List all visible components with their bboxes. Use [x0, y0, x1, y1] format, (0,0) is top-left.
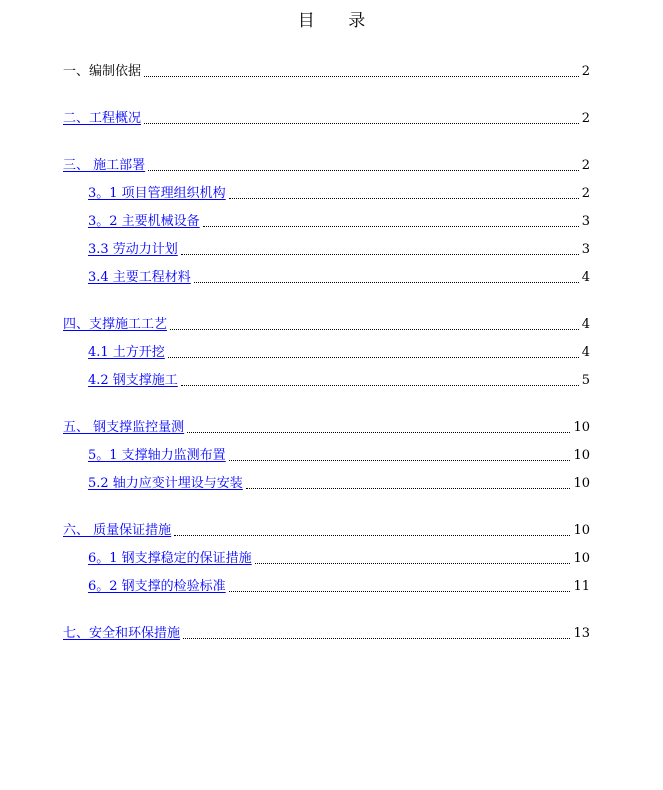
- toc-page-number: 10: [573, 448, 590, 463]
- toc-entry-6[interactable]: [63, 519, 590, 539]
- toc-page-number: 2: [581, 186, 590, 201]
- dot-leader: [168, 357, 579, 358]
- dot-leader: [181, 385, 579, 386]
- toc-page-number: 4: [581, 345, 590, 360]
- toc-entry-2[interactable]: [63, 107, 590, 127]
- toc-page-number: 4: [581, 270, 590, 285]
- page-title: 目 录: [297, 11, 380, 31]
- dot-leader: [170, 329, 579, 330]
- dot-leader: [229, 460, 571, 461]
- toc-page-number: 10: [573, 551, 590, 566]
- toc-entry-label[interactable]: 二、工程概况: [63, 111, 142, 126]
- toc-entry-label[interactable]: 一、编制依据: [63, 64, 142, 79]
- toc-entry-3-4[interactable]: [88, 266, 590, 286]
- dot-leader: [194, 282, 579, 283]
- toc-page-number: 2: [581, 64, 590, 79]
- toc-page-number: 2: [581, 111, 590, 126]
- dot-leader: [187, 432, 570, 433]
- toc-page-number: 10: [573, 523, 590, 538]
- toc-entry-label[interactable]: 4.1 土方开挖: [88, 345, 165, 360]
- toc-entry-4-2[interactable]: [88, 369, 590, 389]
- dot-leader: [255, 563, 571, 564]
- toc-entry-label[interactable]: 五、 钢支撑监控量测: [63, 420, 185, 435]
- toc-entry-3-3[interactable]: [88, 238, 590, 258]
- toc-entry-6-2[interactable]: [88, 575, 590, 595]
- toc-entry-3-1[interactable]: [88, 182, 590, 202]
- toc-page-number: 5: [581, 373, 590, 388]
- toc-entry-5-2[interactable]: [88, 472, 590, 492]
- dot-leader: [181, 254, 579, 255]
- toc-page-number: 2: [581, 158, 590, 173]
- dot-leader: [144, 76, 579, 77]
- toc-page-number: 10: [573, 420, 590, 435]
- dot-leader: [229, 591, 571, 592]
- toc-page-number: 13: [573, 626, 590, 641]
- toc-entry-label[interactable]: 5。1 支撑轴力监测布置: [88, 448, 226, 463]
- toc-entry-4[interactable]: [63, 313, 590, 333]
- toc-entry-label[interactable]: 四、支撑施工工艺: [63, 317, 168, 332]
- toc-entry-label[interactable]: 三、 施工部署: [63, 158, 146, 173]
- toc-entry-label[interactable]: 3。2 主要机械设备: [88, 214, 200, 229]
- toc-entry-3-2[interactable]: [88, 210, 590, 230]
- toc-entry-label[interactable]: 六、 质量保证措施: [63, 523, 172, 538]
- toc-entry-5-1[interactable]: [88, 444, 590, 464]
- dot-leader: [246, 488, 571, 489]
- toc-entry-label[interactable]: 3.4 主要工程材料: [88, 270, 191, 285]
- toc-entry-3[interactable]: [63, 154, 590, 174]
- dot-leader: [144, 123, 579, 124]
- dot-leader: [174, 535, 570, 536]
- toc-entry-1[interactable]: [63, 60, 590, 80]
- toc-entry-6-1[interactable]: [88, 547, 590, 567]
- toc-entry-label[interactable]: 5.2 轴力应变计埋设与安装: [88, 476, 243, 491]
- toc-entry-label[interactable]: 3.3 劳动力计划: [88, 242, 178, 257]
- toc-entry-label[interactable]: 6。2 钢支撑的检验标准: [88, 579, 226, 594]
- toc-page-number: 11: [573, 579, 590, 594]
- toc-page-number: 10: [573, 476, 590, 491]
- toc-page-number: 4: [581, 317, 590, 332]
- toc-page-number: 3: [581, 242, 590, 257]
- toc-page-number: 3: [581, 214, 590, 229]
- dot-leader: [229, 198, 579, 199]
- toc-entry-label[interactable]: 七、安全和环保措施: [63, 626, 181, 641]
- toc-entry-label[interactable]: 3。1 项目管理组织机构: [88, 186, 226, 201]
- toc-entry-label[interactable]: 4.2 钢支撑施工: [88, 373, 178, 388]
- toc-entry-label[interactable]: 6。1 钢支撑稳定的保证措施: [88, 551, 252, 566]
- dot-leader: [148, 170, 579, 171]
- toc-entry-4-1[interactable]: [88, 341, 590, 361]
- dot-leader: [183, 638, 570, 639]
- toc-entry-5[interactable]: [63, 416, 590, 436]
- dot-leader: [203, 226, 579, 227]
- toc-entry-7[interactable]: [63, 622, 590, 642]
